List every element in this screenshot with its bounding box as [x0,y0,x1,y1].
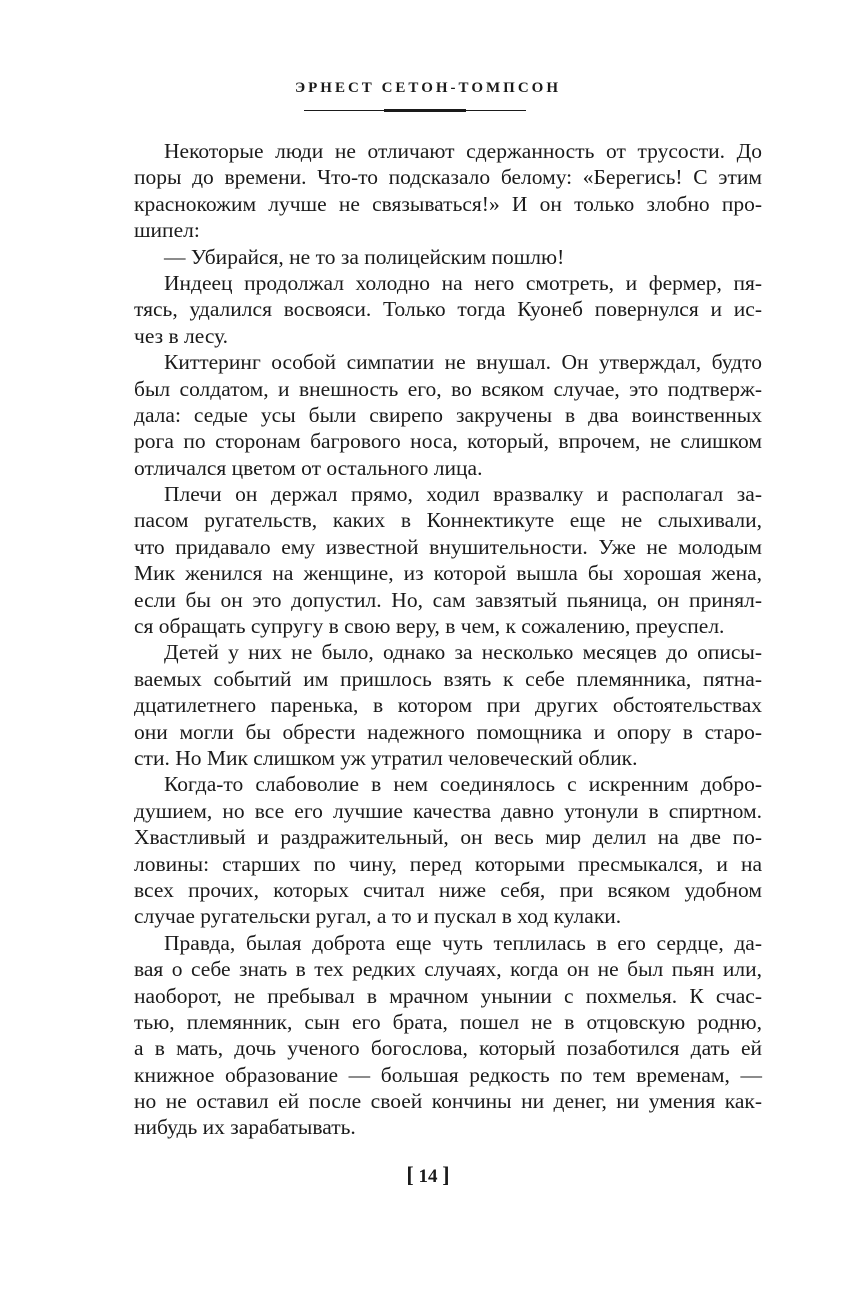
folio-bracket-left: [ [406,1162,414,1187]
text-line: а в мать, дочь ученого богослова, который позаботился дать ей [134,1036,762,1061]
text-line: что придавало ему известной внушительности. Уже не молодым [134,534,762,559]
text-line: пасом ругательств, каких в Коннектикуте еще не слыхивали, [134,508,762,533]
text-line: Хвастливый и раздражительный, он весь мир делил на две по- [134,825,762,850]
text-line: дала: седые усы были свирепо закручены в два воинственных [134,402,762,427]
text-line: краснокожим лучше не связываться!» И он только злобно про- [134,191,762,216]
text-line: тясь, удалился восвояси. Только тогда Куонеб повернулся и ис- [134,297,762,322]
text-line: Правда, былая доброта еще чуть теплилась в его сердце, да- [164,930,762,955]
header-rule-accent [384,109,466,112]
text-line: поры до времени. Что-то подсказало белому: «Берегись! С этим [134,165,762,190]
text-line: отличался цветом от остального лица. [134,455,483,480]
text-line: наоборот, не пребывал в мрачном унынии с похмелья. К счас- [134,983,762,1008]
text-line: если бы он это допустил. Но, сам завзятый пьяница, он принял- [134,587,762,612]
text-line: нибудь их зарабатывать. [134,1115,356,1140]
page-number: 14 [418,1166,438,1187]
text-line: ся обращать супругу в свою веру, в чем, к сожалению, преуспел. [134,614,725,639]
text-line: Плечи он держал прямо, ходил вразвалку и располагал за- [164,482,762,507]
body-text [134,138,762,1141]
text-line: сти. Но Мик слишком уж утратил человеческий облик. [134,745,638,770]
text-line: тью, племянник, сын его брата, пошел не в отцовскую родню, [134,1009,762,1034]
page-number-footer [0,1162,856,1188]
folio-bracket-right: ] [442,1162,450,1187]
text-line: они могли бы обрести надежного помощника и опору в старо- [134,719,762,744]
text-line: душием, но все его лучшие качества давно утонули в спиртном. [134,798,762,823]
text-line: книжное образование — большая редкость по тем временам, — [134,1062,762,1087]
text-line: чез в лесу. [134,323,229,348]
running-title: ЭРНЕСТ СЕТОН-ТОМПСОН [294,80,562,96]
text-line: вая о себе знать в тех редких случаях, когда он не был пьян или, [134,957,762,982]
text-line: ваемых событий им пришлось взять к себе племянника, пятна- [134,666,762,691]
text-line: Некоторые люди не отличают сдержанность от трусости. До [164,139,762,163]
text-line: ловины: старших по чину, перед которыми пресмыкался, и на [134,851,762,876]
text-line: шипел: [134,218,200,243]
text-line: Когда-то слабоволие в нем соединялось с искренним добро- [164,772,762,797]
text-line: был солдатом, и внешность его, во всяком случае, это подтверж- [134,376,762,401]
text-line: случае ругательски ругал, а то и пускал в ход кулаки. [134,904,622,929]
text-line: Мик женился на женщине, из которой вышла бы хорошая жена, [134,561,762,586]
text-line: но не оставил ей после своей кончины ни денег, ни умения как- [134,1089,762,1114]
text-line: Индеец продолжал холодно на него смотреть, и фермер, пя- [164,270,762,295]
text-line: дцатилетнего паренька, в котором при других обстоятельствах [134,693,762,718]
text-line: рога по сторонам багрового носа, который, впрочем, не слишком [134,429,762,454]
text-line: всех прочих, которых считал ниже себя, при всяком удобном [134,877,762,902]
text-line: Киттеринг особой симпатии не внушал. Он утверждал, будто [164,350,762,375]
text-line: — Убирайся, не то за полицейским пошлю! [164,244,565,269]
text-line: Детей у них не было, однако за несколько месяцев до описы- [164,640,762,665]
